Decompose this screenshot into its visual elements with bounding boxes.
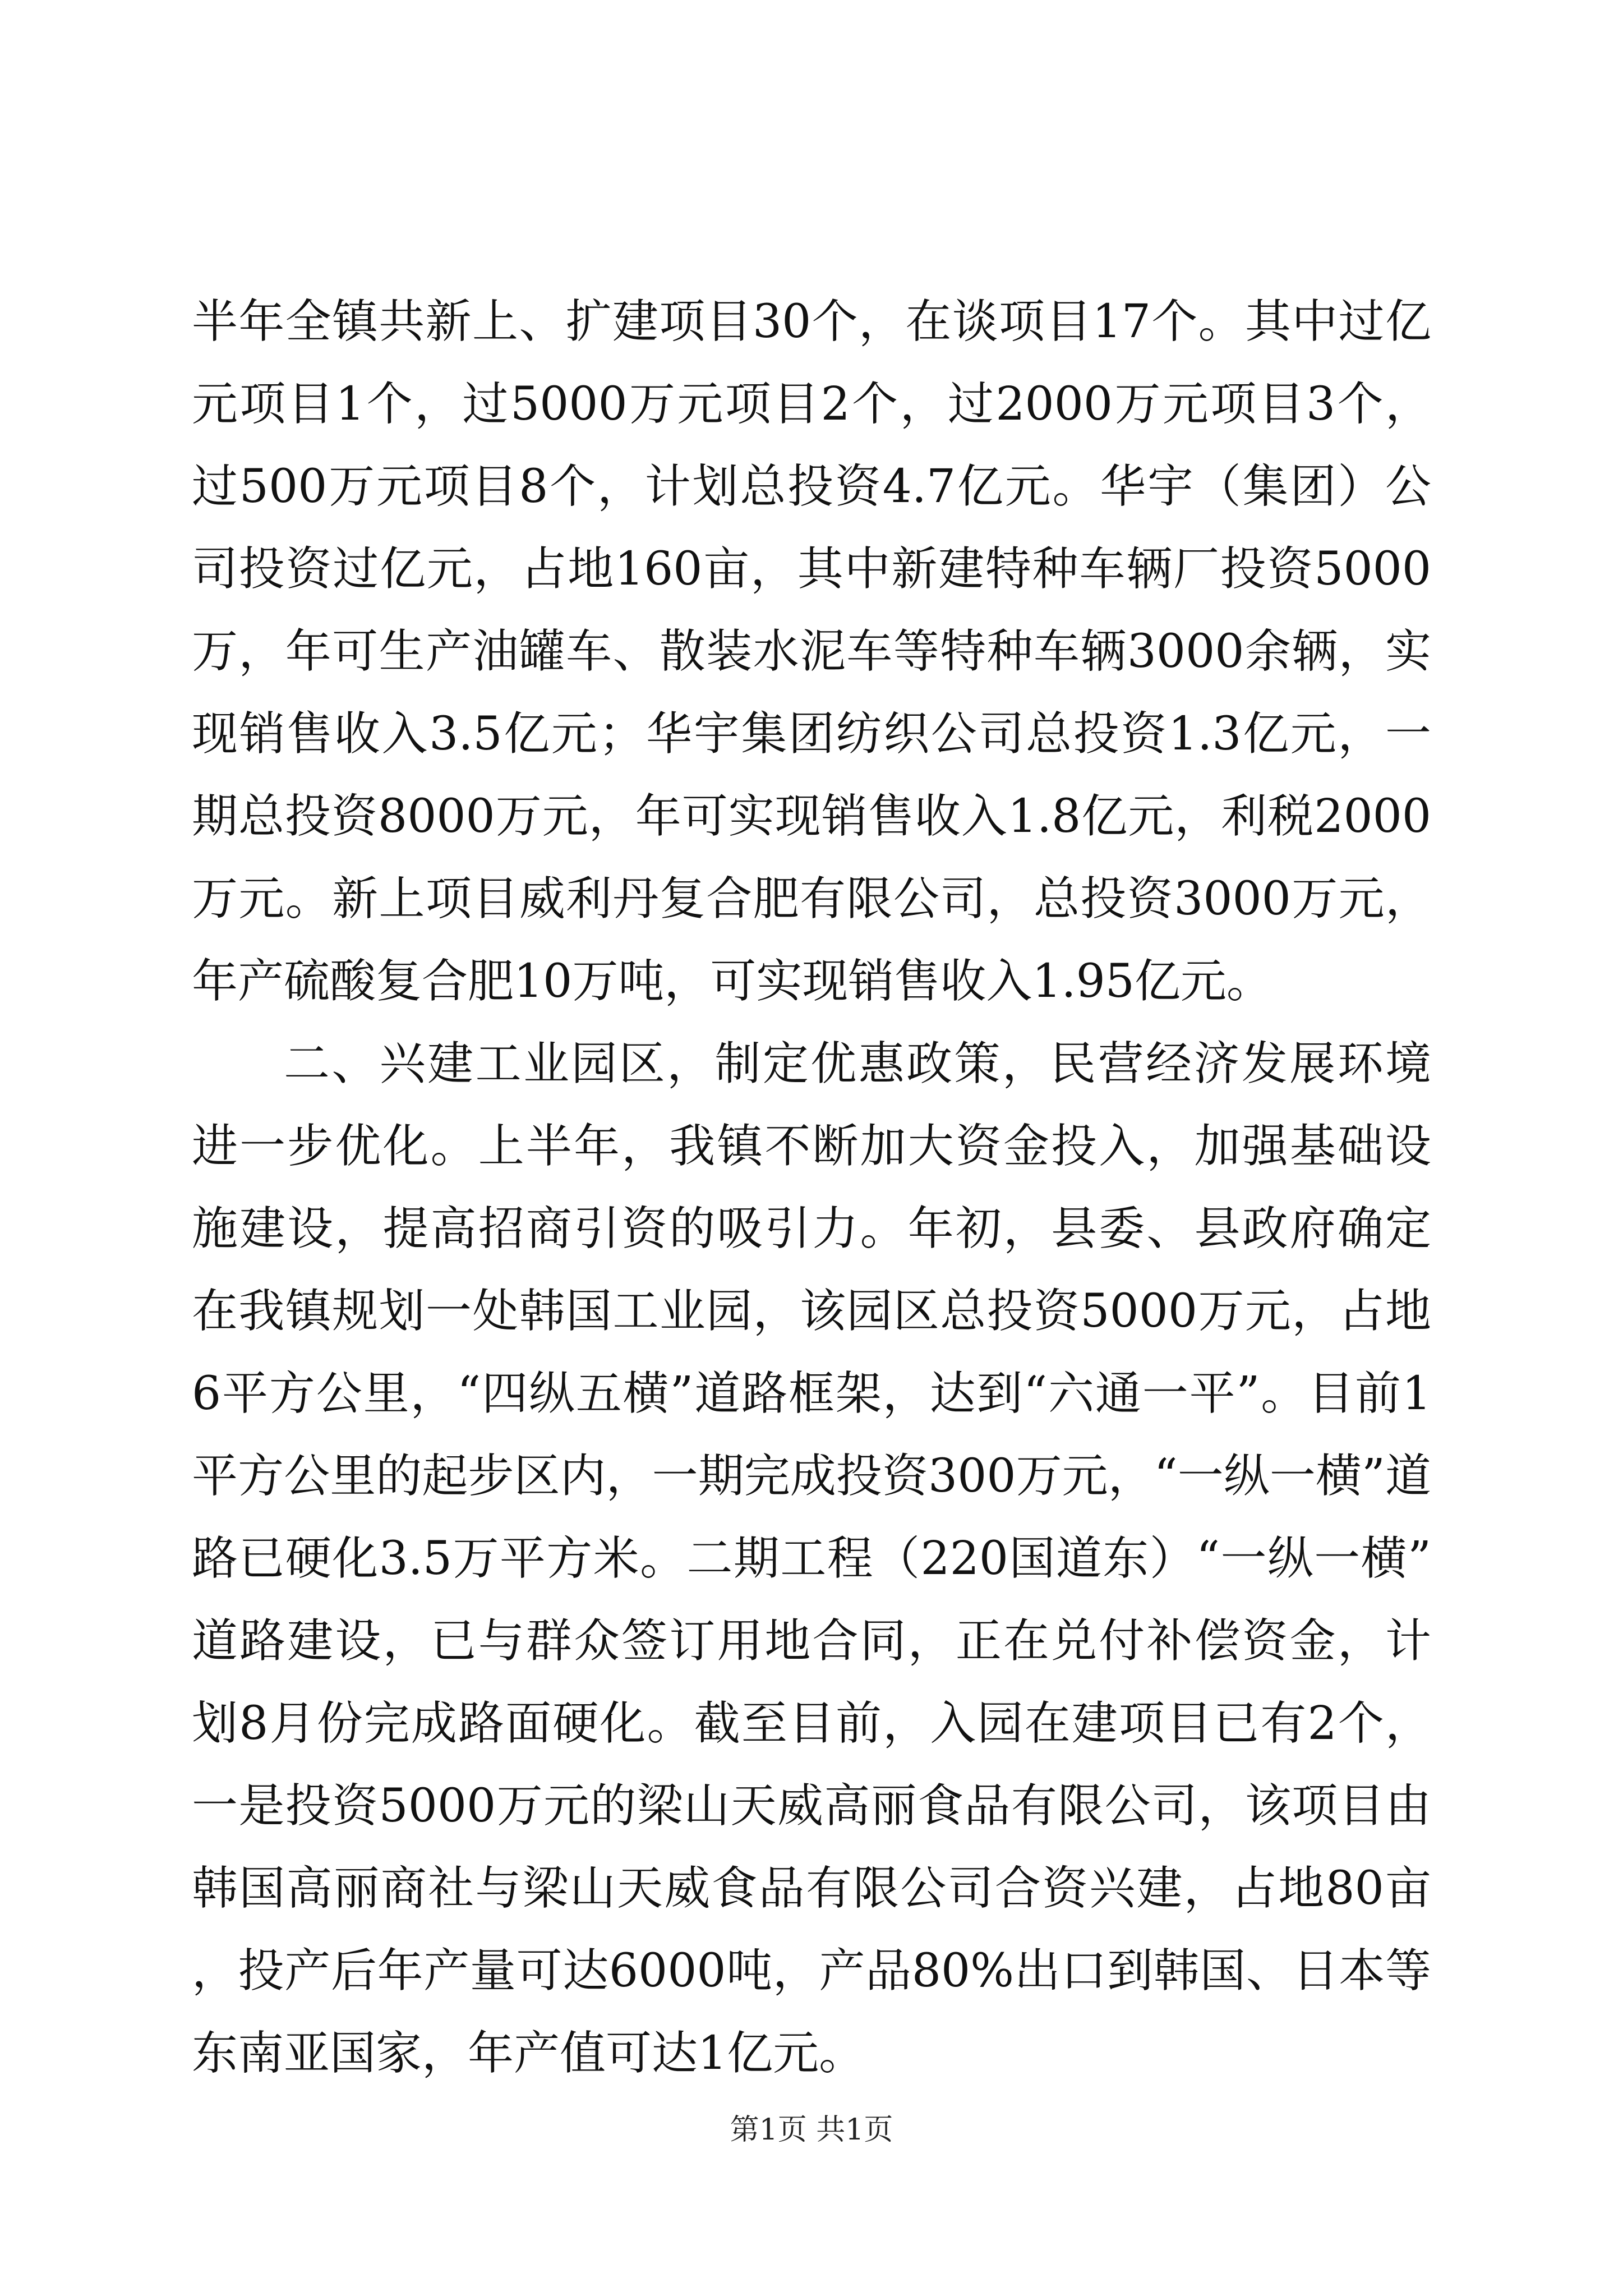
paragraph-2: 二、兴建工业园区，制定优惠政策，民营经济发展环境进一步优化。上半年，我镇不断加大资金投入，加强基础设施建设，提高招商引资的吸引力。年初，县委、县政府确定在我镇规划一处韩国工业园，该园区总投资5000万元，占地6平方公里，“四纵五横”道路框架，达到“六通一平”。目前1平方公里的起步区内，一期完成投资300万元，“一纵一横”道路已硬化3.5万平方米。二期工程（220国道东）“一纵一横”道路建设，已与群众签订用地合同，正在兑付补偿资金，计划8月份完成路面硬化。截至目前，入园在建项目已有2个，一是投资5000万元的梁山天威高丽食品有限公司，该项目由韩国高丽商社与梁山天威食品有限公司合资兴建，占地80亩，投产后年产量可达6000吨，产品80%出口到韩国、日本等东南亚国家，年产值可达1亿元。 bbox=[192, 1037, 1431, 2080]
paragraph-1: 半年全镇共新上、扩建项目30个，在谈项目17个。其中过亿元项目1个，过5000万元项目2个，过2000万元项目3个，过500万元项目8个，计划总投资4.7亿元。华宇（集团）公司投资过亿元，占地160亩，其中新建特种车辆厂投资5000万，年可生产油罐车、散装水泥车等特种车辆3000余辆，实现销售收入3.5亿元；华宇集团纺织公司总投资1.3亿元，一期总投资8000万元，年可实现销售收入1.8亿元，利税2000万元。新上项目威利丹复合肥有限公司，总投资3000万元，年产硫酸复合肥10万吨，可实现销售收入1.95亿元。 bbox=[192, 295, 1431, 1008]
document-body bbox=[192, 280, 1431, 2095]
page-footer: 第1页 共1页 bbox=[730, 2113, 893, 2147]
